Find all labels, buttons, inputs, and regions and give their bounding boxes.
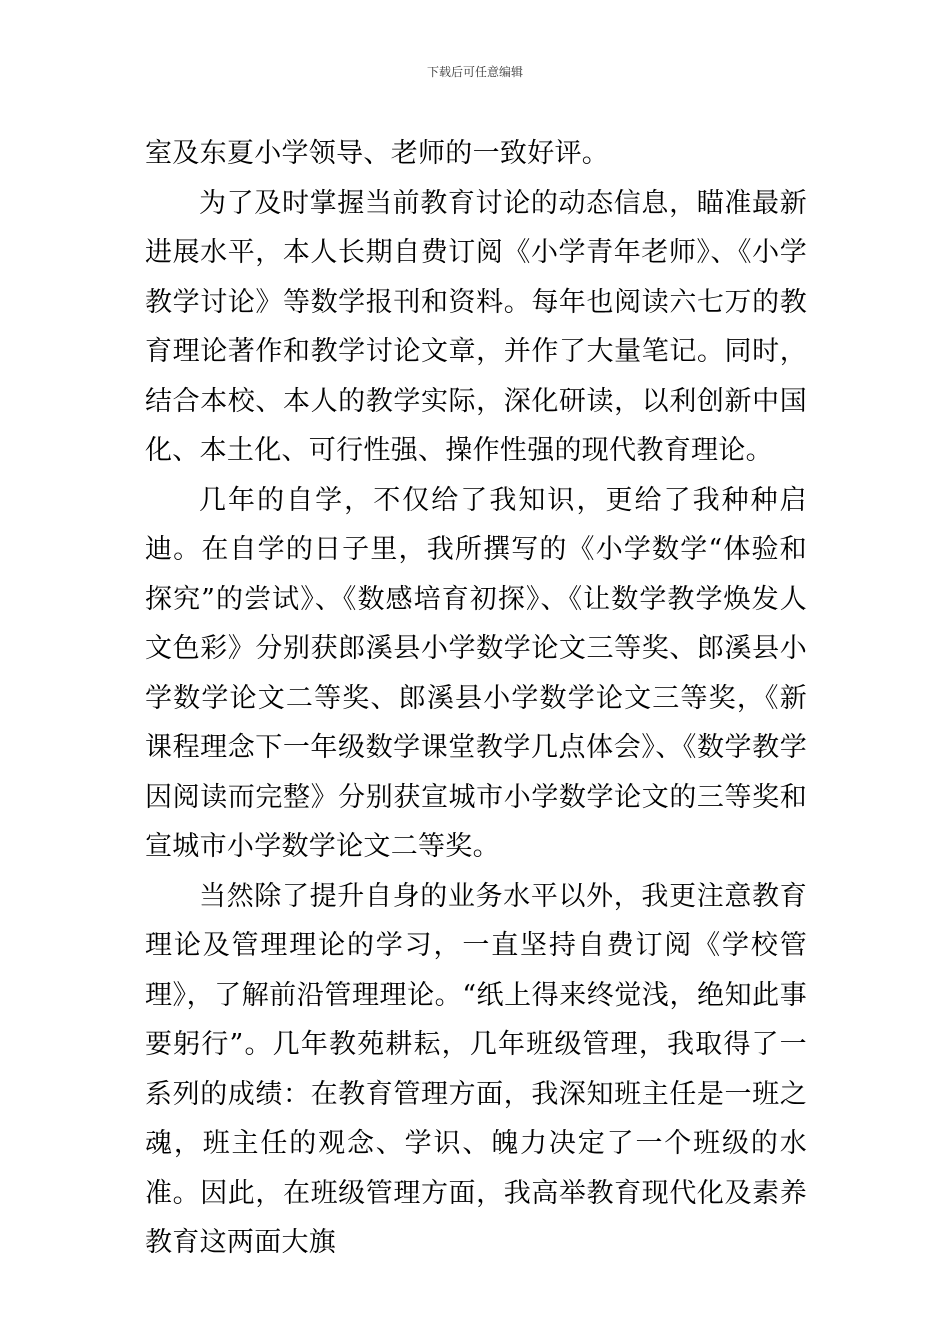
paragraph-1: 室及东夏小学领导、老师的一致好评。: [145, 138, 610, 169]
paragraph-2: 为了及时掌握当前教育讨论的动态信息，瞄准最新进展水平，本人长期自费订阅《小学青年老师》、《小学教学讨论》等数学报刊和资料。每年也阅读六七万的教育理论著作和教学讨论文章，并作了大量笔记。同时，结合本校、本人的教学实际，深化研读，以利创新中国化、本土化、可行性强、操作性强的现代教育理论。: [145, 187, 807, 466]
paragraph-4: 当然除了提升自身的业务水平以外，我更注意教育理论及管理理论的学习，一直坚持自费订阅《学校管理》，了解前沿管理理论。“纸上得来终觉浅，绝知此事要躬行”。几年教苑耕耘，几年班级管理，我取得了一系列的成绩：在教育管理方面，我深知班主任是一班之魂，班主任的观念、学识、魄力决定了一个班级的水准。因此，在班级管理方面，我高举教育现代化及素养教育这两面大旗: [145, 880, 807, 1258]
page-header: 下载后可任意编辑: [426, 65, 523, 79]
document-body: [145, 129, 807, 1268]
paragraph-3: 几年的自学，不仅给了我知识，更给了我种种启迪。在自学的日子里，我所撰写的《小学数学“体验和探究”的尝试》、《数感培育初探》、《让数学教学焕发人文色彩》分别获郎溪县小学数学论文三等奖、郎溪县小学数学论文二等奖、郎溪县小学数学论文三等奖，《新课程理念下一年级数学课堂教学几点体会》、《数学教学因阅读而完整》分别获宣城市小学数学论文的三等奖和宣城市小学数学论文二等奖。: [145, 484, 807, 862]
